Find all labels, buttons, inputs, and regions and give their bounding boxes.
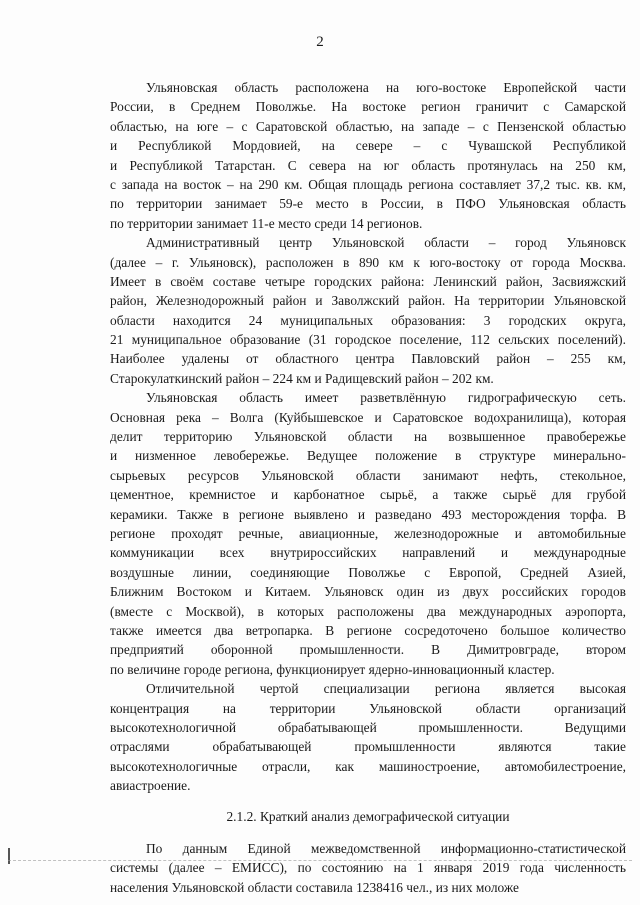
paragraph-5-line: населения Ульяновской области составила 1238416 чел., из них моложе: [110, 879, 519, 895]
paragraph-2-line: 21 муниципальное образование (31 городское поселение, 112 сельских поселений).: [110, 332, 626, 348]
paragraph-3-line: (вместе с Москвой), в которых расположены два международных аэропорта,: [110, 603, 626, 619]
paragraph-3-line: Основная река – Волга (Куйбышевское и Саратовское водохранилища), которая: [110, 409, 626, 425]
paragraph-4-line: Отличительной чертой специализации региона является высокая: [146, 681, 626, 697]
paragraph-3-line: Ближним Востоком и Китаем. Ульяновск один из двух российских городов: [110, 584, 626, 600]
paragraph-4-line: высокотехнологичные отрасли, как машиностроение, автомобилестроение,: [110, 758, 626, 774]
paragraph-3-line: коммуникации всех внутрироссийских направлений и международные: [110, 545, 626, 561]
paragraph-2-line: области находится 24 муниципальных образования: 3 городских округа,: [110, 312, 626, 328]
paragraph-3-line: предприятий оборонной промышленности. В Димитровграде, втором: [110, 642, 626, 658]
paragraph-2-line: район, Железнодорожный район и Заволжский район. На территории Ульяновской: [110, 293, 626, 309]
paragraph-1-line: России, в Среднем Поволжье. На востоке регион граничит с Самарской: [110, 99, 626, 115]
paragraph-4-line: авиастроение.: [110, 778, 191, 794]
paragraph-3-line: сырьевых ресурсов Ульяновской области занимают нефть, стекольное,: [110, 467, 626, 483]
paragraph-3-line: цементное, кремнистое и карбонатное сырьё, а также сырьё для грубой: [110, 487, 626, 503]
paragraph-1-line: и Республикой Татарстан. С севера на юг область протянулась на 250 км,: [110, 157, 626, 173]
paragraph-1-line: по территории занимает 11-е место среди 14 регионов.: [110, 215, 423, 231]
paragraph-3-line: по величине городе региона, функционирует ядерно-инновационный кластер.: [110, 661, 555, 677]
paragraph-3-line: также имеется два ветропарка. В регионе сосредоточено большое количество: [110, 622, 626, 638]
paragraph-3-line: керамики. Также в регионе выявлено и разведано 493 месторождения торфа. В: [110, 506, 626, 522]
paragraph-2-line: Наиболее удалены от областного центра Павловский район – 255 км,: [110, 351, 626, 367]
paragraph-5-line: По данным Единой межведомственной информационно-статистической: [146, 840, 626, 856]
paragraph-5-line: системы (далее – ЕМИСС), по состоянию на 1 января 2019 года численность: [110, 860, 626, 876]
paragraph-2-line: Старокулаткинский район – 224 км и Радищевский район – 202 км.: [110, 370, 494, 386]
paragraph-4-line: высокотехнологичной обрабатывающей промышленности. Ведущими: [110, 719, 626, 735]
paragraph-3-line: и низменное левобережье. Ведущее положение в структуре минерально-: [110, 448, 626, 464]
paragraph-2-line: Имеет в своём составе четыре городских района: Ленинский район, Засвияжский: [110, 273, 626, 289]
scan-artifact-edge: [8, 860, 632, 864]
paragraph-3-line: регионе проходят речные, авиационные, железнодорожные и автомобильные: [110, 525, 626, 541]
page-number: 2: [316, 34, 324, 50]
paragraph-4-line: отраслями обрабатывающей промышленности являются такие: [110, 739, 626, 755]
paragraph-4-line: концентрация на территории Ульяновской области организаций: [110, 700, 626, 716]
paragraph-3-line: Ульяновская область имеет разветвлённую гидрографическую сеть.: [146, 390, 626, 406]
body-text: [110, 78, 626, 897]
paragraph-1-line: по территории занимает 59-е место в России, в ПФО Ульяновская область: [110, 196, 626, 212]
paragraph-2-line: (далее – г. Ульяновск), расположен в 890 км к юго-востоку от города Москва.: [110, 254, 626, 270]
paragraph-1-line: Ульяновская область расположена на юго-востоке Европейской части: [146, 80, 626, 95]
paragraph-2-line: Административный центр Ульяновской области – город Ульяновск: [146, 235, 626, 251]
paragraph-1-line: и Республикой Мордовией, на севере – с Чувашской Республикой: [110, 138, 626, 154]
paragraph-3-line: воздушные линии, соединяющие Поволжье с Европой, Средней Азией,: [110, 564, 626, 580]
paragraph-1-line: с запада на восток – на 290 км. Общая площадь региона составляет 37,2 тыс. кв. км,: [110, 176, 626, 192]
section-heading: 2.1.2. Краткий анализ демографической ситуации: [226, 809, 510, 825]
paragraph-3-line: делит территорию Ульяновской области на возвышенное правобережье: [110, 429, 626, 445]
paragraph-1-line: областью, на юге – с Саратовской областью, на западе – с Пензенской областью: [110, 118, 626, 134]
